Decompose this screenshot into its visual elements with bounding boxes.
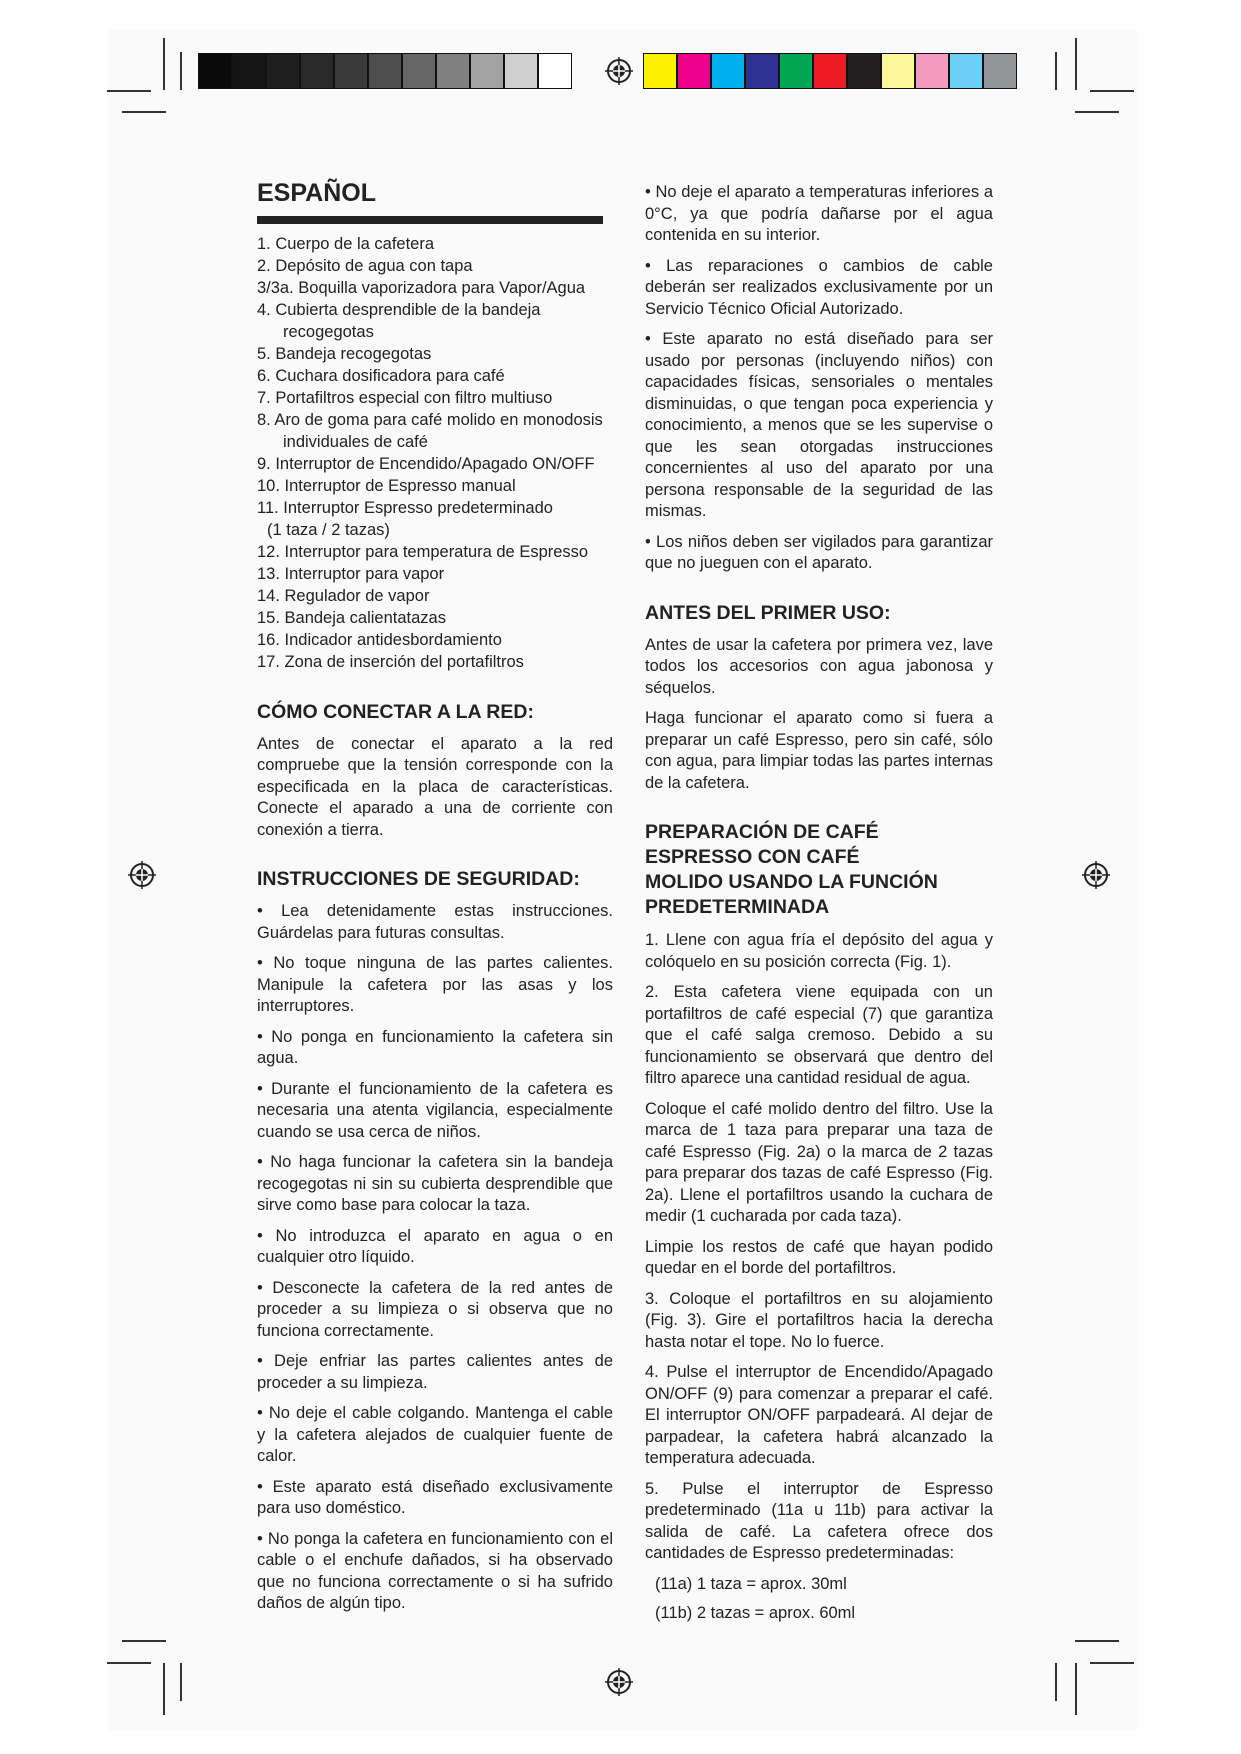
color-swatch [198,53,232,89]
registration-mark-icon [605,57,633,85]
crop-mark [1075,38,1077,90]
safety-item: • No toque ninguna de las partes calientes. Manipule la cafetera por las asas y los interruptores. [257,954,613,1015]
list-item: 9. Interruptor de Encendido/Apagado ON/OFF [257,455,595,473]
color-swatch [949,53,983,89]
color-swatch [402,53,436,89]
preparation-step: 5. Pulse el interruptor de Espresso predeterminado (11a u 11b) para activar la salida de café. La cafetera ofrece dos cantidades de Espresso predeterminadas: [645,1479,993,1562]
color-swatch [983,53,1017,89]
registration-mark-icon [605,1668,633,1696]
connect-paragraph: Antes de conectar el aparato a la red compruebe que la tensión corresponde con la especificada en la placa de características. Conecte el aparado a una de corriente con conexión a tierra. [257,734,613,839]
safety-item: • Desconecte la cafetera de la red antes de proceder a su limpieza o si observa que no funciona correctamente. [257,1278,613,1340]
color-swatch [779,53,813,89]
list-item: 14. Regulador de vapor [257,587,430,605]
safety-item: • Este aparato no está diseñado para ser usado por personas (incluyendo niños) con capacidades físicas, sensoriales o mentales disminuidas, o que tengan poca experiencia y conocimiento, a menos que se les supervise o que les sean otorgadas instrucciones concernientes al uso del aparato por una persona responsable de la seguridad de las mismas. [645,330,993,520]
volume-item: (11a) 1 taza = aprox. 30ml [655,1574,847,1593]
left-column [257,178,613,1624]
safety-item: • Las reparaciones o cambios de cable deberán ser realizados exclusivamente por un Servicio Técnico Oficial Autorizado. [645,256,993,318]
list-item: 7. Portafiltros especial con filtro multiuso [257,389,553,407]
list-item: 2. Depósito de agua con tapa [257,257,473,275]
list-item: 12. Interruptor para temperatura de Espresso [257,543,589,561]
list-item: recogegotas [283,323,374,341]
preparation-step: 1. Llene con agua fría el depósito del agua y colóquelo en su posición correcta (Fig. 1). [645,931,993,971]
connect-heading: CÓMO CONECTAR A LA RED: [257,700,534,723]
color-swatch [711,53,745,89]
heading-line: PREPARACIÓN DE CAFÉ [645,821,879,843]
registration-mark-icon [128,861,156,889]
color-swatch [538,53,572,89]
list-item: 15. Bandeja calientatazas [257,609,446,627]
crop-mark [163,38,165,90]
list-item: 17. Zona de inserción del portafiltros [257,653,524,671]
safety-item: • Deje enfriar las partes calientes antes de proceder a su limpieza. [257,1352,613,1392]
crop-mark [107,90,151,92]
safety-item: • Durante el funcionamiento de la cafetera es necesaria una atenta vigilancia, especialmente cuando se usa cerca de niños. [257,1079,613,1141]
crop-mark [180,52,182,90]
color-swatch [813,53,847,89]
color-swatch [847,53,881,89]
color-swatch [915,53,949,89]
safety-item: • No introduzca el aparato en agua o en cualquier otro líquido. [257,1226,613,1266]
safety-item: • No deje el cable colgando. Mantenga el cable y la cafetera alejados de cualquier fuente de calor. [257,1404,613,1465]
color-swatch [881,53,915,89]
list-item: 13. Interruptor para vapor [257,565,445,583]
crop-mark [1090,90,1134,92]
first-use-paragraph: Haga funcionar el aparato como si fuera a preparar un café Espresso, pero sin café, sólo con agua, para limpiar todas las partes internas de la cafetera. [645,709,993,792]
color-swatch [334,53,368,89]
crop-mark [1055,52,1057,90]
list-item: 4. Cubierta desprendible de la bandeja [257,301,541,319]
safety-item: • No haga funcionar la cafetera sin la bandeja recogegotas ni sin su cubierta desprendible que sirve como base para colocar la taza. [257,1153,613,1214]
color-swatch [470,53,504,89]
crop-mark [1075,111,1119,113]
list-item: 5. Bandeja recogegotas [257,345,432,363]
crop-mark [163,1663,165,1715]
list-item: 6. Cuchara dosificadora para café [257,367,505,385]
list-item: 8. Aro de goma para café molido en monodosis [257,411,603,429]
crop-mark [122,111,166,113]
heading-line: ESPRESSO CON CAFÉ [645,846,860,868]
process-color-bar [643,53,1017,89]
first-use-paragraph: Antes de usar la cafetera por primera vez, lave todos los accesorios con agua jabonosa y séquelos. [645,635,993,697]
crop-mark [1090,1662,1134,1664]
color-swatch [643,53,677,89]
color-swatch [266,53,300,89]
color-swatch [504,53,538,89]
list-item: individuales de café [283,433,428,451]
crop-mark [122,1640,166,1642]
preparation-step: Coloque el café molido dentro del filtro. Use la marca de 1 taza para preparar una taza de café Espresso (Fig. 2a) o la marca de 2 tazas para preparar dos tazas de café Espresso (Fig. 2a). Llene el portafiltros usando la cuchara de medir (1 cucharada por cada taza). [645,1099,993,1225]
preparation-step: Limpie los restos de café que hayan podido quedar en el borde del portafiltros. [645,1237,993,1277]
heading-line: MOLIDO USANDO LA FUNCIÓN [645,871,938,893]
list-item: (1 taza / 2 tazas) [267,521,390,539]
language-title: ESPAÑOL [257,179,376,207]
crop-mark [180,1663,182,1701]
safety-heading: INSTRUCCIONES DE SEGURIDAD: [257,868,580,890]
crop-mark [1055,1663,1057,1701]
registration-mark-icon [1082,861,1110,889]
first-use-heading: ANTES DEL PRIMER USO: [645,601,891,624]
list-item: 11. Interruptor Espresso predeterminado [257,499,553,517]
heading-line: PREDETERMINADA [645,896,830,918]
color-swatch [232,53,266,89]
preparation-step: 3. Coloque el portafiltros en su alojamiento (Fig. 3). Gire el portafiltros hacia la derecha hasta notar el tope. No lo fuerce. [645,1289,993,1351]
crop-mark [1075,1663,1077,1715]
safety-item: • No ponga la cafetera en funcionamiento con el cable o el enchufe dañados, si ha observado que no funciona correctamente o si ha sufrido daños de algún tipo. [257,1529,613,1612]
preparation-step: 2. Esta cafetera viene equipada con un portafiltros de café especial (7) que garantiza que el café salga cremoso. Debido a su funcionamiento se observará que dentro del filtro aparece una cantidad residual de agua. [645,983,993,1087]
preparation-step: 4. Pulse el interruptor de Encendido/Apagado ON/OFF (9) para comenzar a preparar el café. El interruptor ON/OFF parpadeará. Al dejar de parpadear, la cafetera habrá alcanzado la temperatura adecuada. [645,1363,993,1467]
safety-item: • No deje el aparato a temperaturas inferiores a 0°C, ya que podría dañarse por el agua contenida en su interior. [645,183,993,244]
list-item: 1. Cuerpo de la cafetera [257,235,435,253]
parts-list [257,234,613,674]
color-swatch [677,53,711,89]
crop-mark [107,1662,151,1664]
title-rule [257,216,603,224]
safety-item: • Los niños deben ser vigilados para garantizar que no jueguen con el aparato. [645,532,993,572]
safety-item: • Lea detenidamente estas instrucciones. Guárdelas para futuras consultas. [257,902,613,942]
list-item: 3/3a. Boquilla vaporizadora para Vapor/Agua [257,279,586,297]
color-swatch [300,53,334,89]
color-swatch [745,53,779,89]
grayscale-color-bar [198,53,572,89]
right-column [645,182,993,1633]
list-item: 16. Indicador antidesbordamiento [257,631,502,649]
color-swatch [368,53,402,89]
color-swatch [436,53,470,89]
crop-mark [1075,1640,1119,1642]
safety-item: • No ponga en funcionamiento la cafetera sin agua. [257,1027,613,1067]
volume-item: (11b) 2 tazas = aprox. 60ml [655,1604,856,1622]
safety-item: • Este aparato está diseñado exclusivamente para uso doméstico. [257,1477,613,1517]
list-item: 10. Interruptor de Espresso manual [257,477,516,495]
preparation-heading [645,820,993,920]
